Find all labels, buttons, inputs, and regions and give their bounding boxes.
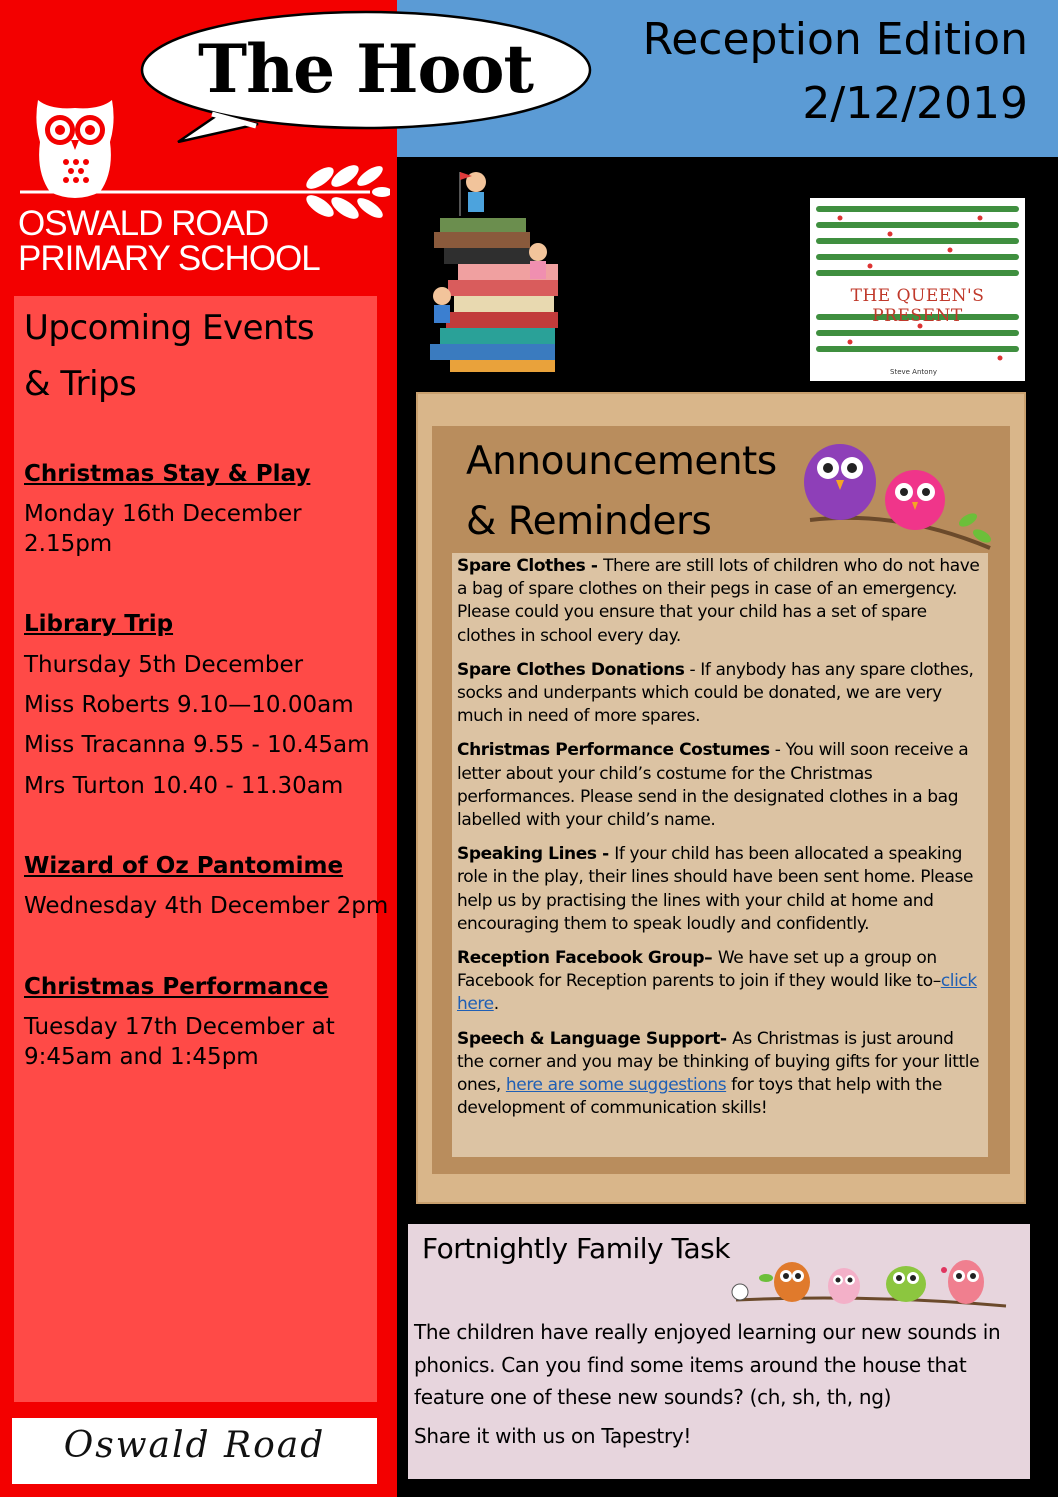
announcement-item bbox=[457, 1028, 985, 1121]
event-detail: Miss Tracanna 9.55 - 10.45am bbox=[24, 732, 370, 758]
announcement-heading: Speaking Lines - bbox=[457, 844, 615, 865]
announcement-item bbox=[457, 659, 985, 729]
announcement-text: If your child has been allocated a speaking role in the play, their lines should have been sent home. Please help us by practising the lines with your child at home and encouraging them to speak loudly and confidently. bbox=[457, 844, 974, 934]
family-task-title: Fortnightly Family Task bbox=[422, 1232, 730, 1265]
school-name-line1: OSWALD ROAD bbox=[18, 204, 269, 243]
event-title: Christmas Stay & Play bbox=[24, 461, 311, 487]
announcement-item bbox=[457, 555, 985, 648]
toy-suggestions-link[interactable]: here are some suggestions bbox=[505, 1075, 727, 1096]
footer-school-name: Oswald Road bbox=[63, 1425, 326, 1466]
announcement-text: - If anybody has any spare clothes, socks and underpants which could be donated, we are very much in need of more spares. bbox=[457, 659, 974, 727]
announcement-text: As Christmas is just around the corner and you may be thinking of buying gifts for your little ones, bbox=[457, 1028, 980, 1096]
school-name bbox=[18, 206, 320, 276]
announcements-text bbox=[457, 555, 985, 1131]
announcement-item bbox=[457, 843, 985, 936]
owls-on-branch-icon bbox=[800, 440, 1000, 555]
event-detail: Mrs Turton 10.40 - 11.30am bbox=[24, 773, 344, 799]
edition-block bbox=[643, 8, 1028, 136]
book-stack-illustration bbox=[420, 168, 570, 374]
school-name-line2: PRIMARY SCHOOL bbox=[18, 239, 320, 278]
owls-row-icon bbox=[726, 1256, 1008, 1314]
announcement-item bbox=[457, 947, 985, 1017]
events-heading bbox=[24, 300, 314, 412]
announcement-text: - You will soon receive a letter about your child’s costume for the Christmas performances. Please send in the designated clothes in a bag labelled with your child’s name. bbox=[457, 740, 969, 831]
facebook-group-link[interactable]: click here bbox=[457, 971, 977, 1015]
event-detail: Thursday 5th December bbox=[24, 652, 304, 678]
event-detail: 9:45am and 1:45pm bbox=[24, 1044, 259, 1070]
announcements-heading-line1: Announcements bbox=[466, 439, 777, 484]
edition-label: Reception Edition bbox=[642, 14, 1028, 65]
book-cover-author: Steve Antony bbox=[890, 368, 938, 376]
event-detail: Miss Roberts 9.10—10.00am bbox=[24, 692, 354, 718]
event-title: Wizard of Oz Pantomime bbox=[24, 853, 344, 879]
event-title: Library Trip bbox=[24, 611, 174, 637]
event-detail: Tuesday 17th December at bbox=[24, 1014, 335, 1040]
edition-date: 2/12/2019 bbox=[802, 78, 1028, 129]
newsletter-title: The Hoot bbox=[198, 30, 533, 108]
announcements-heading bbox=[466, 432, 777, 552]
announcement-text-end: . bbox=[493, 994, 499, 1015]
book-cover-image bbox=[810, 198, 1025, 381]
announcement-heading: Speech & Language Support- bbox=[457, 1028, 733, 1049]
family-task-share: Share it with us on Tapestry! bbox=[414, 1424, 692, 1448]
announcement-text-end: for toys that help with the development of communication skills! bbox=[457, 1075, 942, 1119]
event-detail: Wednesday 4th December 2pm bbox=[24, 893, 389, 919]
events-heading-line1: Upcoming Events bbox=[24, 308, 315, 348]
book-cover-title: THE QUEEN'S PRESENT bbox=[850, 286, 985, 326]
events-heading-line2: & Trips bbox=[24, 364, 137, 404]
announcement-text: We have set up a group on Facebook for Reception parents to join if they would like to– bbox=[457, 948, 941, 992]
announcement-heading: Reception Facebook Group– bbox=[457, 948, 718, 969]
announcement-heading: Spare Clothes Donations bbox=[457, 659, 685, 680]
announcement-heading: Christmas Performance Costumes bbox=[457, 740, 770, 761]
event-title: Christmas Performance bbox=[24, 974, 329, 1000]
announcements-heading-line2: & Reminders bbox=[466, 499, 712, 544]
family-task-text: The children have really enjoyed learning our new sounds in phonics. Can you find some items around the house that feature one of these new sounds? (ch, sh, th, ng) bbox=[414, 1320, 1001, 1409]
event-detail: 2.15pm bbox=[24, 531, 113, 557]
announcement-item bbox=[457, 739, 985, 832]
announcement-heading: Spare Clothes - bbox=[457, 556, 604, 576]
event-detail: Monday 16th December bbox=[24, 501, 302, 527]
announcement-text: There are still lots of children who do not have a bag of spare clothes on their pegs in case of an emergency. Please could you ensure that your child has a set of spare clothes in school every day. bbox=[457, 556, 980, 646]
